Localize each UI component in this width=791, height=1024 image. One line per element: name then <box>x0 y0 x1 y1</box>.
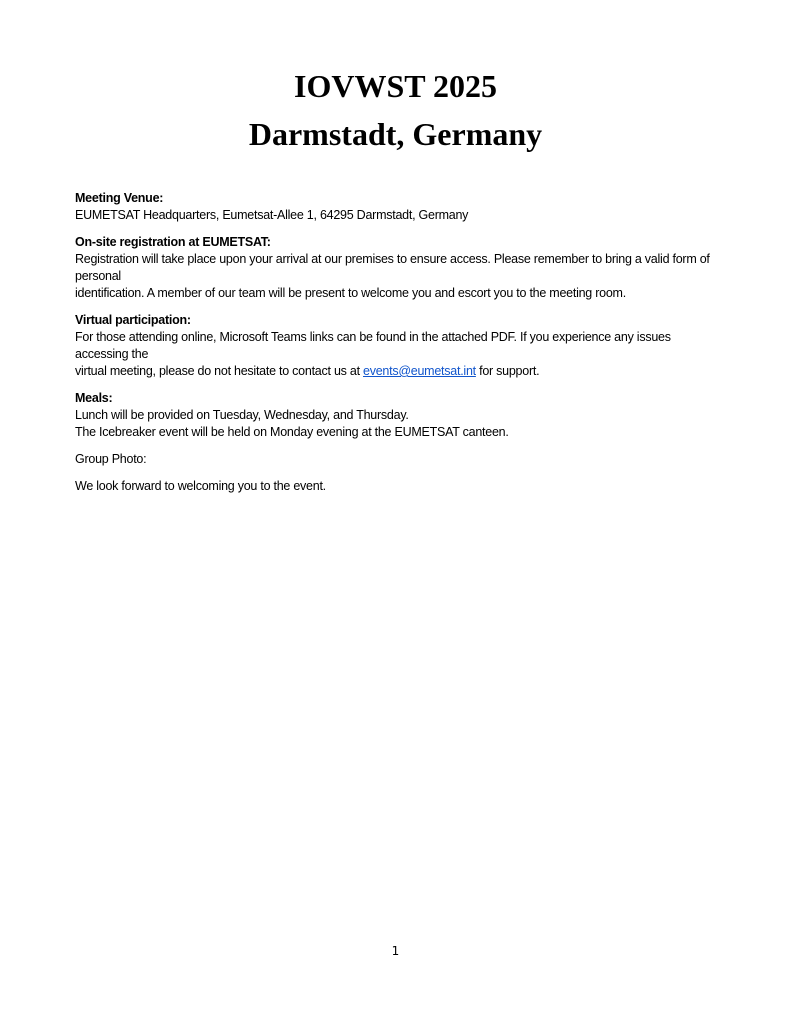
meals-icebreaker-text: The Icebreaker event will be held on Monday evening at the EUMETSAT canteen. <box>75 425 509 439</box>
section-registration <box>75 234 725 302</box>
venue-address: EUMETSAT Headquarters, Eumetsat-Allee 1, 64295 Darmstadt, Germany <box>75 208 469 222</box>
meals-lunch-text: Lunch will be provided on Tuesday, Wednesday, and Thursday. <box>75 408 409 422</box>
page-number: 1 <box>391 944 400 958</box>
virtual-heading: Virtual participation: <box>75 313 191 327</box>
group-photo-label: Group Photo: <box>75 452 147 466</box>
title-location: Darmstadt, Germany <box>248 116 543 152</box>
virtual-text-line-2 <box>75 363 725 380</box>
section-meals <box>75 390 725 441</box>
closing-text: We look forward to welcoming you to the event. <box>75 479 326 493</box>
virtual-text-line-1: For those attending online, Microsoft Teams links can be found in the attached PDF. If you experience any issues accessing the <box>75 330 671 361</box>
title-event: IOVWST 2025 <box>293 68 497 104</box>
document-title <box>0 62 791 158</box>
registration-text-line-1: Registration will take place upon your arrival at our premises to ensure access. Please remember to bring a valid form of personal <box>75 252 710 283</box>
registration-heading: On-site registration at EUMETSAT: <box>75 235 271 249</box>
virtual-text-before-email: virtual meeting, please do not hesitate to contact us at <box>75 364 364 378</box>
section-venue <box>75 190 725 224</box>
venue-heading: Meeting Venue: <box>75 191 164 205</box>
document-body <box>75 190 725 505</box>
section-virtual <box>75 312 725 380</box>
email-link[interactable]: events@eumetsat.int <box>363 364 476 378</box>
virtual-text-after-email: for support. <box>475 364 540 378</box>
section-closing <box>75 478 725 495</box>
section-group-photo <box>75 451 725 468</box>
registration-text-line-2: identification. A member of our team will be present to welcome you and escort you to the meeting room. <box>75 286 626 300</box>
meals-heading: Meals: <box>75 391 113 405</box>
